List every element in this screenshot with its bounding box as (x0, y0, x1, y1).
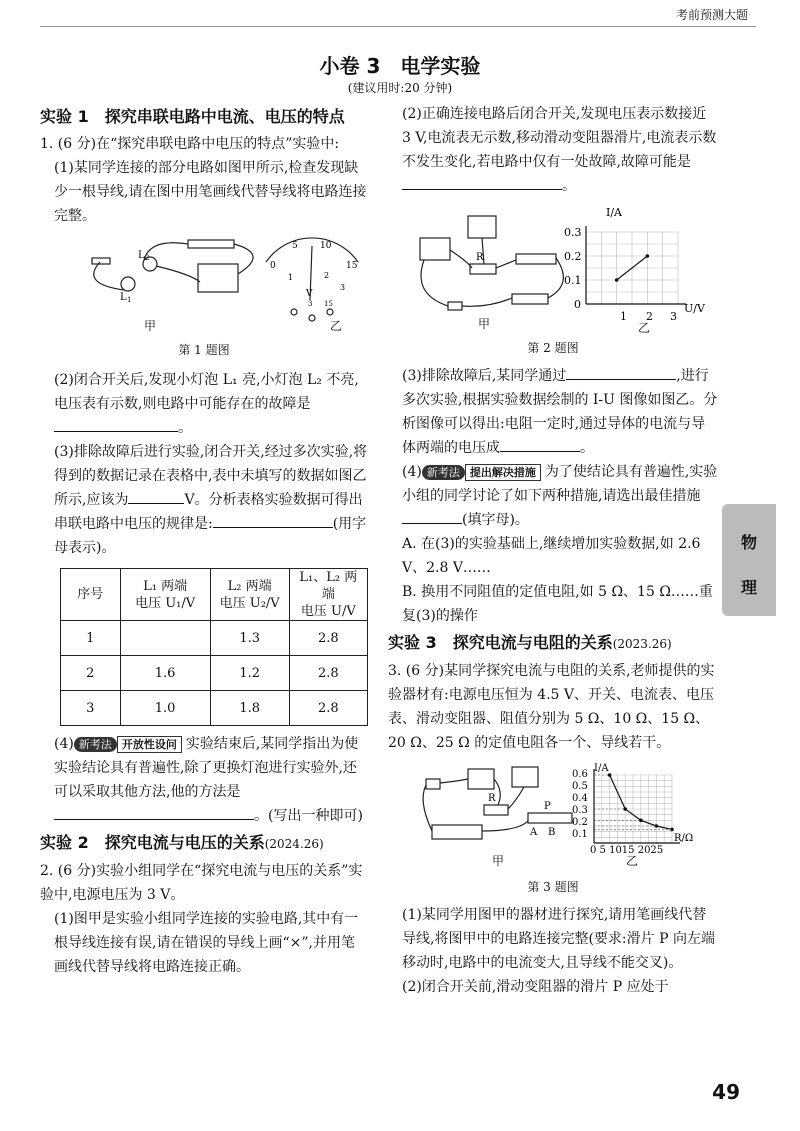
fig2-label-jia: 甲 (478, 317, 491, 331)
ir-grid (594, 769, 680, 843)
label-l1: L (120, 292, 127, 303)
figure-1-drawing (40, 234, 368, 330)
power-supply-icon (432, 825, 482, 839)
fig3-label-jia: 甲 (492, 854, 505, 868)
data-table (60, 568, 368, 726)
rheostat-icon (528, 813, 572, 823)
fig2-label-yi: 乙 (638, 321, 651, 335)
label-l1-sub: 1 (127, 296, 132, 304)
label-l2: L (138, 250, 145, 261)
data-point (646, 254, 650, 258)
q1-stem: 1. (6 分)在“探究串联电路中电压的特点”实验中: (40, 136, 340, 152)
resistor-icon (470, 264, 496, 274)
page-subtitle: (建议用时:20 分钟) (347, 81, 453, 95)
q1-part2-blank[interactable] (54, 417, 178, 432)
ir-ytick: 0.5 (572, 781, 588, 792)
solution-badge: 提出解决措施 (465, 464, 541, 481)
table-cell: 2.8 (289, 621, 367, 656)
ir-chart (594, 769, 680, 843)
ir-ytick: 0.1 (572, 829, 588, 840)
table-cell: 1.2 (210, 656, 289, 691)
iu-xtick-1: 1 (620, 310, 627, 323)
ammeter-icon (468, 769, 494, 789)
q1-part4 (40, 732, 368, 828)
q3-stem: 3. (6 分)某同学探究电流与电阻的关系,老师提供的实验器材有:电源电压恒为 4.5 V、开关、电流表、电压表、滑动变阻器、阻值分别为 5 Ω、10 Ω、15 Ω、20 Ω、25 Ω 的定值电阻各一个、导线若干。 (388, 663, 715, 751)
q2-part3-blank-relation[interactable] (500, 437, 580, 452)
exp2-year: (2024.26) (264, 837, 324, 851)
voltmeter-icon (512, 767, 538, 787)
table-header-cell: 序号 (61, 569, 121, 621)
table-cell: 2 (61, 656, 121, 691)
terminal-label-15: 15 (324, 300, 333, 308)
table-cell: 1.0 (120, 691, 210, 726)
q2-part4-text: 为了使结论具有普遍性,实验小组的同学讨论了如下两种措施,请选出最佳措施 (402, 464, 718, 504)
iu-xtick-3: 3 (670, 310, 677, 323)
table-row (61, 621, 368, 656)
table-header-cell: L₁ 两端 电压 U₁/V (120, 569, 210, 621)
figure-3-drawing (388, 761, 718, 861)
q3-part1: (1)某同学用图甲的器材进行探究,请用笔画线代替导线,将图甲中的电路连接完整(要求:滑片 P 向左端移动时,电路中的电流变大,且导线不能交叉)。 (402, 907, 715, 971)
option-a: A. 在(3)的实验基础上,继续增加实验数据,如 2.6 V、2.8 V…… (402, 536, 701, 576)
q1-part4-end: 。(写出一种即可) (254, 808, 363, 824)
q2-part4-num: (4) (402, 464, 422, 480)
resistor-label: R (488, 793, 496, 804)
page-number: 49 (712, 1080, 740, 1104)
q2-part3-text2: ,进行多次实验,根据实验数据绘制的 I-U 图像如图乙。分析图像可以得出:电阻一定时,通过导体的电流与导体两端的电压成 (402, 368, 718, 456)
exp3-year: (2023.26) (612, 637, 672, 651)
table-cell-blank[interactable] (120, 621, 210, 656)
ir-ylabel: I/A (594, 763, 609, 774)
q1-part3-text: (3)排除故障后进行实验,闭合开关,经过多次实验,将得到的数据记录在表格中,表中未填写的数据如图乙所示,应该为 (54, 444, 368, 508)
switch-icon (426, 779, 440, 789)
open-question-badge: 开放性设问 (117, 736, 182, 753)
table-header-cell: L₁、L₂ 两端 电压 U/V (289, 569, 367, 621)
switch-icon (448, 302, 462, 310)
new-method-badge: 新考法 (422, 465, 465, 480)
q2-part3 (388, 364, 718, 460)
ir-ytick: 0.3 (572, 805, 588, 816)
q2-part1: (1)图甲是实验小组同学连接的实验电路,其中有一根导线连接有误,请在错误的导线上画“×”,并用笔画线代替导线将电路连接正确。 (54, 911, 359, 975)
fig3-label-yi: 乙 (626, 854, 639, 868)
new-method-badge: 新考法 (74, 737, 117, 752)
q1-part4-text: 实验结束后,某同学指出为使实验结论具有普遍性,除了更换灯泡进行实验外,还可以采取其他方法,他的方法是 (54, 736, 359, 800)
battery-icon (512, 294, 548, 304)
table-row (61, 691, 368, 726)
table-cell: 3 (61, 691, 121, 726)
terminal-3 (309, 315, 315, 321)
table-cell: 1 (61, 621, 121, 656)
label-l2-sub: 2 (145, 254, 150, 262)
q1-part2-text: (2)闭合开关后,发现小灯泡 L₁ 亮,小灯泡 L₂ 不亮,电压表有示数,则电路中可能存在的故障是 (54, 372, 359, 412)
iu-xtick-2: 2 (646, 310, 653, 323)
dial-tick-2: 2 (324, 271, 330, 280)
table-row (61, 656, 368, 691)
fig1-label-jia: 甲 (144, 319, 157, 333)
rheostat-icon (516, 254, 556, 264)
q2-part4 (388, 460, 718, 532)
dial-tick-1: 1 (288, 273, 294, 282)
q1-part2-end: 。 (178, 420, 192, 436)
q2-part2-blank[interactable] (402, 175, 562, 190)
ir-xticks: 0 5 1015 2025 (590, 845, 664, 856)
battery-icon (188, 240, 234, 248)
option-b: B. 换用不同阻值的定值电阻,如 5 Ω、15 Ω……重复(3)的操作 (402, 584, 713, 624)
q2-part4-end: (填字母)。 (462, 512, 529, 528)
iu-ytick-1: 0.1 (564, 274, 582, 287)
dial-unit-v: V (306, 289, 313, 299)
ir-ytick: 0.2 (572, 817, 588, 828)
q2-part3-blank-method[interactable] (566, 365, 676, 380)
voltmeter-icon (420, 238, 450, 260)
iu-chart (586, 226, 686, 304)
bulb-l1-icon (121, 277, 135, 291)
dial-tick-0: 0 (270, 261, 276, 271)
q2-part3-end: 。 (580, 440, 594, 456)
iu-ytick-2: 0.2 (564, 250, 582, 263)
dial-tick-3: 3 (340, 283, 346, 292)
figure-2-drawing (388, 204, 718, 330)
q1-part3-end: (用字母表示)。 (54, 516, 367, 556)
table-header-cell: L₂ 两端 电压 U₂/V (210, 569, 289, 621)
table-cell: 1.6 (120, 656, 210, 691)
exp2-title: 实验 2 探究电流与电压的关系(2024.26) (40, 833, 324, 852)
q1-part3 (40, 440, 368, 560)
exp1-title: 实验 1 探究串联电路中电流、电压的特点 (40, 107, 345, 126)
q1-part2 (40, 368, 368, 440)
iu-ytick-3: 0.3 (564, 226, 582, 239)
dial-tick-5: 5 (292, 241, 298, 251)
table-cell: 2.8 (289, 691, 367, 726)
ir-ytick: 0.6 (572, 769, 588, 780)
resistor-label: R (476, 252, 484, 263)
data-point (615, 278, 619, 282)
right-column (388, 102, 718, 999)
q2-stem: 2. (6 分)实验小组同学在“探究电流与电压的关系”实验中,电源电压为 3 V。 (40, 863, 363, 903)
ir-ytick: 0.4 (572, 793, 588, 804)
fig1-caption: 第 1 题图 (178, 343, 230, 357)
figure-3 (388, 761, 718, 868)
figure-2 (388, 204, 718, 335)
dial-tick-15: 15 (346, 261, 358, 271)
fig1-label-yi: 乙 (330, 319, 343, 333)
iu-ytick-0: 0 (574, 298, 581, 311)
table-cell: 2.8 (289, 656, 367, 691)
left-column (40, 102, 368, 979)
ir-marks (594, 773, 674, 831)
q1-part3-text2: V。分析表格实验数据可得出串联电路中电压的规律是: (54, 492, 363, 532)
header-section-label: 考前预测大题 (675, 8, 748, 22)
page-title: 小卷 3 电学实验 (319, 54, 481, 78)
header-rule (40, 26, 756, 27)
side-tab-char-1: 物 (740, 533, 757, 552)
resistor-icon (484, 805, 508, 815)
iu-ylabel: I/A (606, 206, 622, 219)
voltmeter-icon (198, 264, 238, 292)
switch-icon (92, 258, 110, 264)
q1-part3-blank-rule[interactable] (213, 513, 333, 528)
ir-xlabel: R/Ω (674, 833, 694, 844)
terminal-minus (291, 309, 297, 315)
table-cell: 1.3 (210, 621, 289, 656)
iu-xlabel: U/V (684, 302, 705, 315)
q2-part2-text: (2)正确连接电路后闭合开关,发现电压表示数接近 3 V,电流表无示数,移动滑动变阻器滑片,电流表示数不发生变化,若电路中仅有一处故障,故障可能是 (402, 106, 717, 170)
q1-part3-blank-value[interactable] (128, 489, 184, 504)
q2-part2-end: 。 (562, 178, 576, 194)
q1-part4-blank[interactable] (54, 805, 254, 820)
slider-label-p: P (544, 801, 551, 812)
ammeter-icon (468, 216, 496, 238)
q2-part2 (388, 102, 718, 198)
figure-1 (40, 234, 368, 333)
q2-part3-text: (3)排除故障后,某同学通过 (402, 368, 567, 384)
terminal-label-3: 3 (308, 300, 313, 308)
exp3-title: 实验 3 探究电流与电阻的关系(2023.26) (388, 633, 672, 652)
side-tab-char-2: 理 (740, 578, 757, 597)
dial-tick-10: 10 (320, 241, 332, 251)
q2-part4-blank[interactable] (402, 509, 462, 524)
terminal-label-b: B (548, 827, 556, 838)
fig3-caption: 第 3 题图 (527, 880, 579, 894)
subject-side-tab (722, 504, 776, 616)
fig2-caption: 第 2 题图 (527, 341, 579, 355)
q3-part2: (2)闭合开关前,滑动变阻器的滑片 P 应处于 (402, 979, 669, 995)
table-header-row (61, 569, 368, 621)
q1-part4-num: (4) (54, 736, 74, 752)
table-cell: 1.8 (210, 691, 289, 726)
terminal-label-a: A (530, 827, 538, 838)
q1-part1: (1)某同学连接的部分电路如图甲所示,检查发现缺少一根导线,请在图中用笔画线代替导线将电路连接完整。 (54, 160, 367, 224)
